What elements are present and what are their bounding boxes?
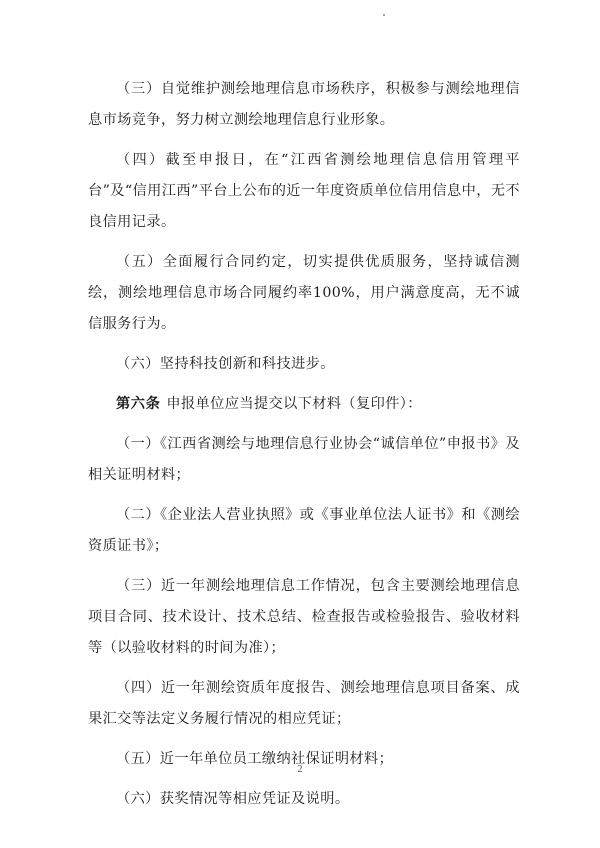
article-text: 申报单位应当提交以下材料（复印件）： xyxy=(166,396,422,412)
scan-speck xyxy=(383,14,385,16)
page-number: 2 xyxy=(297,764,303,775)
paragraph: （一）《江西省测绘与地理信息行业协会“诚信单位”申报书》及相关证明材料； xyxy=(88,436,520,483)
article-paragraph xyxy=(88,389,520,420)
paragraph: （三）近一年测绘地理信息工作情况，包含主要测绘地理信息项目合同、技术设计、技术总结、检查报告或检验报告、验收材料等（以验收材料的时间为准）； xyxy=(88,578,520,656)
paragraph: （四）截至申报日，在“江西省测绘地理信息信用管理平台”及“信用江西”平台上公布的近一年度资质单位信用信息中，无不良信用记录。 xyxy=(88,152,520,230)
article-heading: 第六条 xyxy=(116,396,161,412)
paragraph: （四）近一年测绘资质年度报告、测绘地理信息项目备案、成果汇交等法定义务履行情况的相应凭证； xyxy=(88,680,520,727)
paragraph: （二）《企业法人营业执照》或《事业单位法人证书》和《测绘资质证书》； xyxy=(88,507,520,554)
paragraph: （六）坚持科技创新和科技进步。 xyxy=(116,356,335,372)
paragraph: （三）自觉维护测绘地理信息市场秩序，积极参与测绘地理信息市场竞争，努力树立测绘地理信息行业形象。 xyxy=(88,81,520,128)
paragraph: （五）近一年单位员工缴纳社保证明材料； xyxy=(116,751,394,767)
document-body xyxy=(88,74,520,824)
paragraph: （六）获奖情况等相应凭证及说明。 xyxy=(116,791,350,807)
paragraph: （五）全面履行合同约定，切实提供优质服务，坚持诚信测绘，测绘地理信息市场合同履约率100%，用户满意度高，无不诚信服务行为。 xyxy=(88,254,520,332)
